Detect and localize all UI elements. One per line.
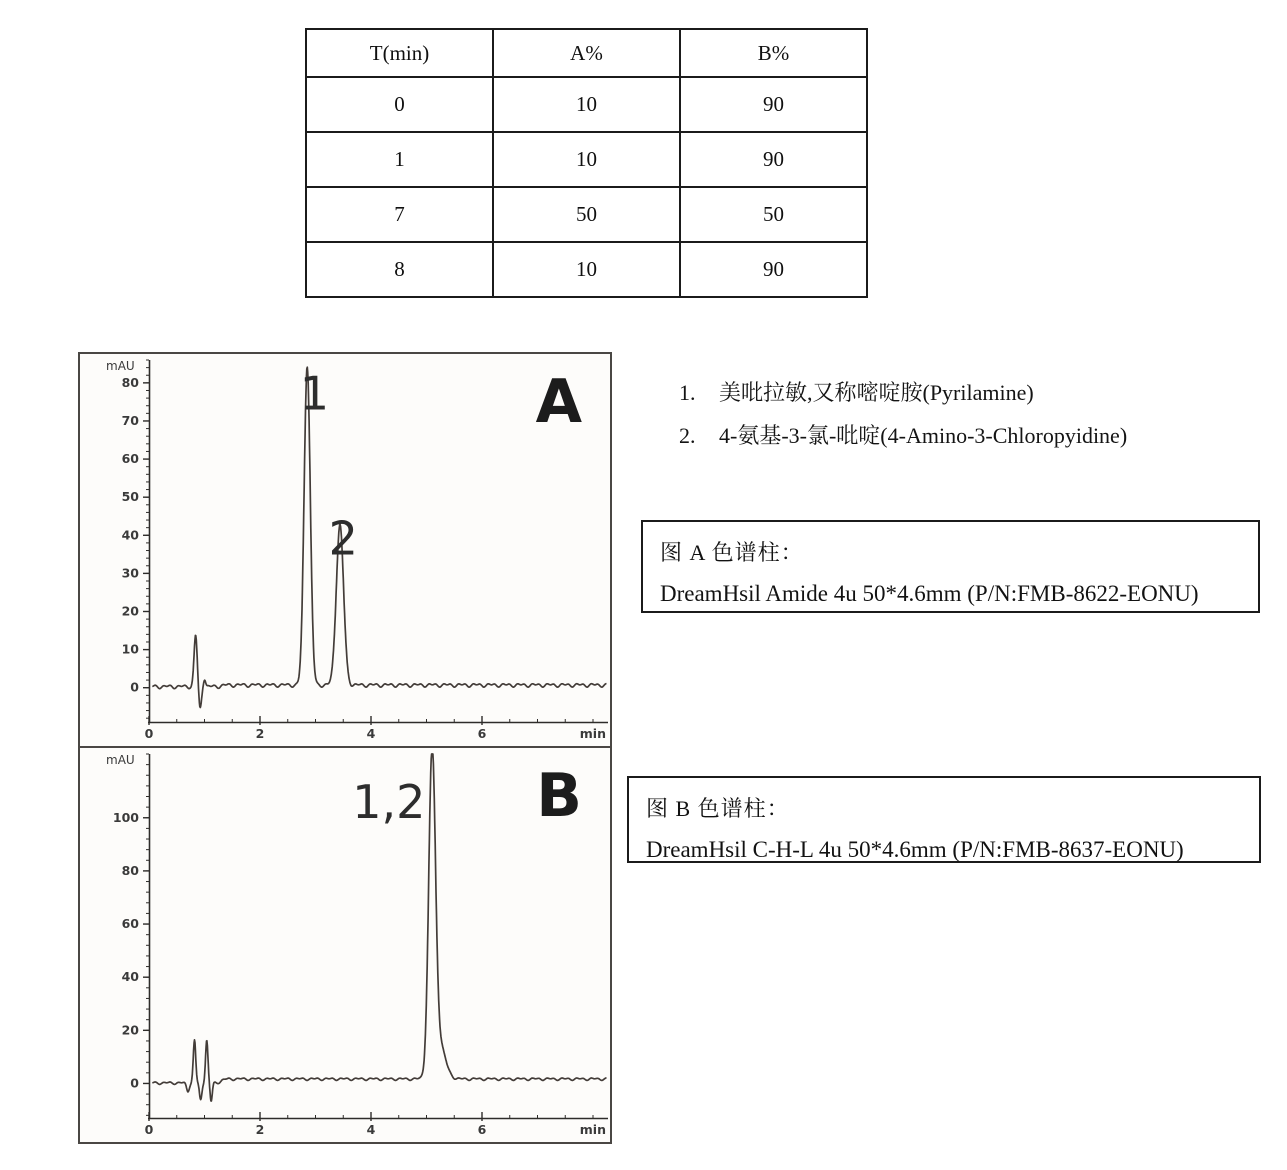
box-a-column-spec: DreamHsil Amide 4u 50*4.6mm (P/N:FMB-8622-EONU) — [660, 581, 1199, 606]
table-row — [306, 77, 867, 132]
col-header-b-percent: B% — [680, 29, 867, 77]
list-item-number: 2. — [679, 423, 696, 448]
list-item — [679, 378, 1127, 408]
y-tick-label: 40 — [121, 527, 139, 543]
y-tick-label: 0 — [130, 1075, 139, 1091]
cell-b: 90 — [680, 242, 867, 297]
x-tick-label: 2 — [255, 726, 265, 741]
y-tick-label: 60 — [121, 451, 139, 467]
y-tick-label: 20 — [121, 1022, 139, 1038]
x-tick-label: 4 — [366, 726, 376, 741]
cell-a: 10 — [493, 77, 680, 132]
y-tick-label: 60 — [121, 916, 139, 932]
box-a-title: 图 A 色谱柱： — [660, 540, 804, 565]
x-tick-label: 4 — [366, 1122, 376, 1137]
y-tick-label: 50 — [121, 489, 139, 505]
cell-tmin: 8 — [306, 242, 493, 297]
chromatogram-figure — [78, 352, 612, 1144]
y-tick-label: 10 — [121, 641, 139, 657]
box-b-column-spec: DreamHsil C-H-L 4u 50*4.6mm (P/N:FMB-8637-EONU) — [646, 837, 1184, 862]
list-item — [679, 421, 1127, 451]
compound-name: 美吡拉敏,又称嘧啶胺(Pyrilamine) — [719, 380, 1034, 405]
y-tick-label: 30 — [121, 565, 139, 581]
chromatogram-svg-A — [80, 354, 610, 742]
col-header-a-percent: A% — [493, 29, 680, 77]
cell-b: 90 — [680, 132, 867, 187]
cell-b: 50 — [680, 187, 867, 242]
x-unit-label: min — [579, 1122, 606, 1137]
compound-list — [679, 378, 1127, 464]
y-tick-label: 80 — [121, 374, 139, 390]
table-row — [306, 242, 867, 297]
chromatogram-panel-b — [78, 746, 612, 1144]
compound-name: 4-氨基-3-氯-吡啶(4-Amino-3-Chloropyidine) — [719, 423, 1128, 448]
x-tick-label: 6 — [477, 1122, 487, 1137]
peak-label: 1,2 — [352, 774, 426, 829]
x-tick-label: 6 — [477, 726, 487, 741]
x-unit-label: min — [579, 726, 606, 741]
chromatogram-svg-B — [80, 748, 610, 1138]
peak-label: 1 — [299, 366, 330, 421]
cell-a: 10 — [493, 242, 680, 297]
table-row — [306, 187, 867, 242]
y-tick-label: 70 — [121, 412, 139, 428]
y-unit-label: mAU — [106, 753, 135, 767]
x-tick-label: 0 — [144, 726, 154, 741]
y-tick-label: 0 — [130, 679, 139, 695]
cell-tmin: 1 — [306, 132, 493, 187]
chromatogram-panel-a — [78, 352, 612, 748]
panel-letter: A — [535, 367, 582, 437]
cell-tmin: 7 — [306, 187, 493, 242]
y-tick-label: 40 — [121, 969, 139, 985]
peak-label: 2 — [328, 511, 358, 566]
table-row — [306, 132, 867, 187]
cell-a: 50 — [493, 187, 680, 242]
table-header-row — [306, 29, 867, 77]
y-unit-label: mAU — [106, 359, 135, 373]
column-info-box-b — [627, 776, 1261, 863]
cell-a: 10 — [493, 132, 680, 187]
box-b-title: 图 B 色谱柱： — [646, 796, 790, 821]
list-item-number: 1. — [679, 380, 696, 405]
cell-tmin: 0 — [306, 77, 493, 132]
gradient-table — [305, 28, 868, 298]
y-tick-label: 80 — [121, 862, 139, 878]
col-header-tmin: T(min) — [306, 29, 493, 77]
x-tick-label: 2 — [255, 1122, 265, 1137]
y-tick-label: 100 — [112, 809, 139, 825]
y-tick-label: 20 — [121, 603, 139, 619]
cell-b: 90 — [680, 77, 867, 132]
panel-letter: B — [536, 761, 582, 831]
column-info-box-a — [641, 520, 1260, 613]
x-tick-label: 0 — [144, 1122, 154, 1137]
